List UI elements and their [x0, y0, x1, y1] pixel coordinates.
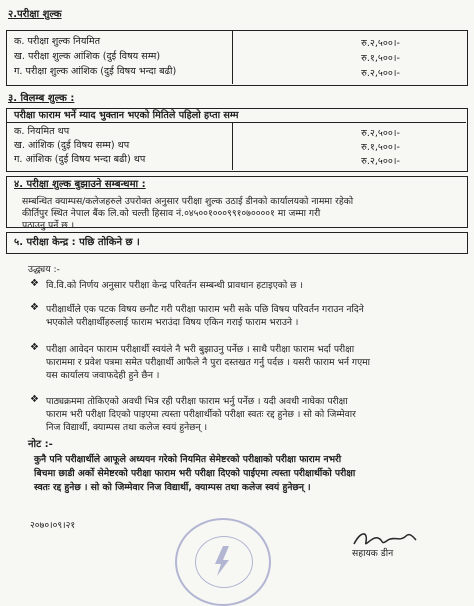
bullet-marker: ❖ [30, 278, 39, 289]
purpose-label: उद्ध्यय :- [28, 264, 60, 275]
instruction-line: पाठ्यक्रममा तोकिएको अवधी भित्र रही परीक्षा फाराम भर्नु पर्नेछ । यदी अवधी नाघेका परीक्षा [46, 396, 348, 407]
exam-fee-row-label: ग. परीक्षा शुल्क आंशिक (दुई विषय भन्दा बढी) [14, 66, 177, 77]
signatory-title: सहायक डीन [352, 548, 394, 559]
exam-fee-row-amount: रु.२,५००।- [361, 38, 400, 49]
fee-payment-line: सम्बन्धित क्याम्पस/कलेजहरुले उपरोक्त अनुसार परीक्षा शुल्क उठाई डीनको कार्यालयको नाममा रहेको [22, 196, 354, 207]
bullet-marker: ❖ [30, 394, 39, 405]
seal-emblem-icon [177, 520, 269, 604]
exam-fee-table-divider [232, 30, 233, 84]
exam-fee-row-label: क. परीक्षा शुल्क नियमित [14, 36, 101, 47]
exam-fee-row-amount: रु.१,५००।- [361, 53, 400, 64]
late-fee-row-label: ग. आंशिक (दुई विषय भन्दा बढी) थप [14, 154, 146, 165]
instruction-line: यस कार्यालय जवाफदेही हुने छैन । [46, 370, 160, 381]
document-date: २०७०।०९।२१ [30, 520, 76, 531]
fee-payment-line: पठाउनु पर्ने छ । [22, 220, 75, 231]
instruction-line: वि.वि.को निर्णय अनुसार परीक्षा केन्द्र परिवर्तन सम्बन्धी प्रावधान हटाइएको छ । [46, 280, 303, 291]
instruction-line: निज विद्यार्थी, क्याम्पस तथा कलेज स्वयं हुनेछन् । [46, 422, 208, 433]
instruction-line: परीक्षार्थीले एक पटक विषय छनौट गरी परीक्षा फाराम भरी सके पछि विषय परिवर्तन गराउन नदिने [46, 304, 364, 315]
late-fee-row-amount: रु.२,५००।- [361, 156, 400, 167]
late-fee-row-label: क. नियमित थप [14, 126, 70, 137]
section-heading-exam-fee: २.परीक्षा शुल्क [8, 9, 62, 20]
note-line: स्वतः रद्द हुनेछ । सो को जिम्मेवार निज विद्यार्थी, क्याम्पस तथा कलेज स्वयं हुनेछन् । [34, 482, 311, 493]
bullet-marker: ❖ [30, 342, 39, 353]
late-fee-row-amount: रु.२,५००।- [361, 128, 400, 139]
signature-mark [350, 528, 420, 550]
late-fee-row-amount: रु.१,५००।- [361, 142, 400, 153]
instruction-line: परीक्षा आवेदन फाराम परीक्षार्थी स्वयंले नै भरी बुझाउनु पर्नेछ । साथै परीक्षा फाराम भर्दा परीक्षा [46, 344, 355, 355]
exam-fee-row-label: ख. परीक्षा शुल्क आंशिक (दुई विषय सम्म) [14, 51, 161, 62]
section-heading-exam-center: ५. परीक्षा केन्द्र : पछि तोकिने छ । [14, 237, 140, 248]
bullet-marker: ❖ [30, 302, 39, 313]
office-seal-stamp [175, 518, 271, 606]
note-line: बिचमा छाडी अर्को सेमेष्टरको परीक्षा फाराम भरी परीक्षा दिएको पाईएमा त्यस्ता परीक्षार्थीको परीक्षा [34, 468, 356, 479]
note-label: नोट :- [28, 439, 53, 450]
fee-payment-line: कीर्तिपुर स्थित नेपाल बैंक लि.को चल्ती हिसाव नं.०४५००१०००९९१०७००००१ मा जम्मा गरी [22, 208, 321, 219]
late-fee-row-label: ख. आंशिक (दुई विषय सम्म) थप [14, 140, 130, 151]
late-fee-table-rule [6, 122, 466, 123]
exam-fee-row-amount: रु.२,५००।- [361, 68, 400, 79]
instruction-line: फाराममा र प्रवेश पत्रमा समेत परीक्षार्थी आफैले नै पुरा दस्तखत गर्नु पर्दछ । यसरी फाराम भर्न गएमा [46, 357, 371, 368]
late-fee-table-divider [232, 122, 233, 170]
late-fee-subheading: परीक्षा फाराम भर्ने म्याद भुक्तान भएको मितिले पहिलो हप्ता सम्म [14, 110, 239, 121]
note-line: कुनै पनि परीक्षार्थीले आफूले अध्ययन गरेको नियमित सेमेष्टरको परीक्षाको परीक्षा फाराम नभरी [34, 454, 342, 465]
section-heading-late-fee: ३. विलम्ब शुल्क : [8, 93, 75, 104]
instruction-line: फाराम भरी परीक्षा दिएको पाइएमा त्यस्ता परीक्षार्थीको परीक्षा स्वतः रद्द हुनेछ । सो को जिम्मेवार [46, 409, 356, 420]
section-heading-fee-payment: ४. परीक्षा शुल्क बुझाउने सम्बन्धमा : [14, 179, 146, 190]
instruction-line: भएकोले परीक्षार्थीहरुलाई फाराम भराउंदा विषय एकिन गराई फाराम भराउने । [46, 317, 299, 328]
